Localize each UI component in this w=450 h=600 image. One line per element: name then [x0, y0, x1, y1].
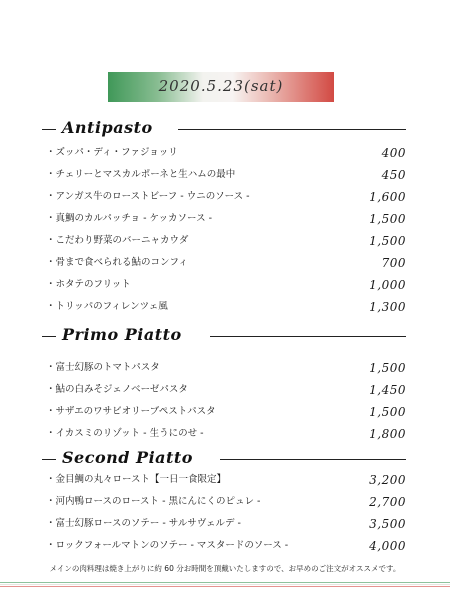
date-banner: [108, 72, 334, 102]
menu-item: [46, 233, 406, 249]
menu-item-name: ・富士幻豚のトマトパスタ: [46, 362, 160, 373]
section-header-second-piatto: [42, 448, 406, 470]
menu-item: [46, 145, 406, 161]
menu-item-name: ・鮎の白みそジェノベーゼパスタ: [46, 384, 188, 395]
menu-item: [46, 426, 406, 442]
menu-item-price: 1,300: [369, 300, 406, 314]
menu-item-price: 450: [381, 168, 406, 182]
menu-item-name: ・ズッパ・ディ・ファジョッリ: [46, 147, 178, 158]
section-title: Primo Piatto: [62, 325, 182, 344]
section-rule: [178, 129, 406, 130]
menu-item-name: ・ホタテのフリット: [46, 279, 131, 290]
section-rule: [210, 336, 406, 337]
menu-item-price: 1,500: [369, 361, 406, 375]
menu-item-name: ・こだわり野菜のバーニャカウダ: [46, 235, 189, 246]
section-dash: [42, 129, 56, 130]
menu-item-name: ・サザエのワサビオリーブペストパスタ: [46, 406, 216, 417]
menu-item-name: ・骨まで食べられる鮎のコンフィ: [46, 257, 188, 268]
menu-item: [46, 404, 406, 420]
menu-item-name: ・河内鴨ロースのロースト - 黒にんにくのピュレ -: [46, 496, 261, 507]
menu-item-name: ・アンガス牛のローストビーフ - ウニのソース -: [46, 191, 250, 202]
menu-item-price: 700: [381, 256, 406, 270]
menu-item-name: ・ロックフォールマトンのソテー - マスタードのソース -: [46, 540, 289, 551]
menu-item-price: 3,500: [369, 517, 406, 531]
menu-item-price: 4,000: [369, 539, 406, 553]
menu-item-price: 1,500: [369, 212, 406, 226]
menu-item: [46, 167, 406, 183]
menu-item-name: ・トリッパのフィレンツェ風: [46, 301, 168, 312]
menu-item: [46, 360, 406, 376]
section-dash: [42, 459, 56, 460]
menu-item: [46, 516, 406, 532]
section-rule: [220, 459, 406, 460]
menu-item-price: 1,500: [369, 234, 406, 248]
section-title: Antipasto: [62, 118, 153, 137]
menu-item: [46, 277, 406, 293]
section-header-antipasto: [42, 118, 406, 140]
footnote: メインの肉料理は焼き上がりに約 60 分お時間を頂戴いたしますので、お早めのご注文がオススメです。: [49, 564, 401, 573]
menu-item-price: 400: [381, 146, 406, 160]
menu-item-price: 1,500: [369, 405, 406, 419]
bottom-white-rule: [0, 584, 450, 585]
section-header-primo-piatto: [42, 325, 406, 347]
menu-item-price: 2,700: [369, 495, 406, 509]
menu-item-price: 1,800: [369, 427, 406, 441]
menu-item-name: ・富士幻豚ロースのソテー - サルサヴェルデ -: [46, 518, 241, 529]
menu-item: [46, 494, 406, 510]
menu-item: [46, 299, 406, 315]
menu-item: [46, 255, 406, 271]
menu-item-price: 1,000: [369, 278, 406, 292]
menu-item-price: 1,600: [369, 190, 406, 204]
menu-item-name: ・チェリーとマスカルポーネと生ハムの最中: [46, 169, 236, 180]
menu-item: [46, 538, 406, 554]
menu-item-price: 1,450: [369, 383, 406, 397]
bottom-green-rule: [0, 582, 450, 583]
menu-item-name: ・真鯛のカルパッチョ - ケッカソース -: [46, 213, 213, 224]
menu-item-name: ・金目鯛の丸々ロースト【一日一食限定】: [46, 474, 227, 485]
menu-item: [46, 211, 406, 227]
menu-item-price: 3,200: [369, 473, 406, 487]
bottom-red-rule: [0, 586, 450, 587]
menu-item: [46, 472, 406, 488]
menu-item-name: ・イカスミのリゾット - 生うにのせ -: [46, 428, 204, 439]
menu-item: [46, 189, 406, 205]
section-dash: [42, 336, 56, 337]
menu-item: [46, 382, 406, 398]
menu-date: 2020.5.23(sat): [158, 77, 284, 95]
section-title: Second Piatto: [62, 448, 193, 467]
